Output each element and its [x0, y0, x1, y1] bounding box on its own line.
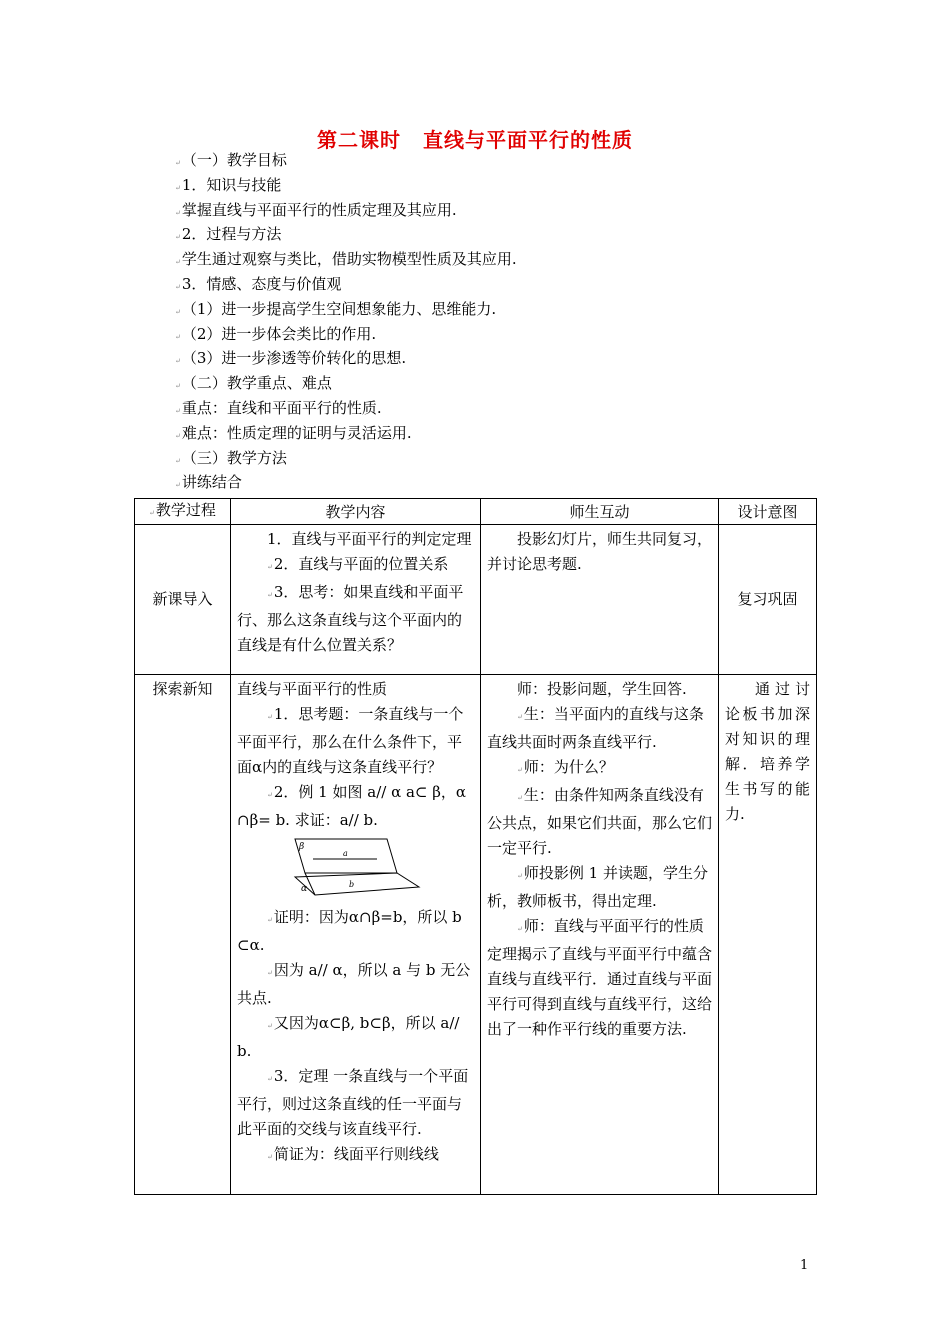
label-a: a — [343, 849, 348, 858]
table-row — [135, 525, 817, 675]
stage-cell: 探索新知 — [135, 675, 231, 1195]
process-methods-heading: ↵2．过程与方法 — [175, 225, 282, 244]
stage-cell: 新课导入 — [135, 525, 231, 675]
table-row — [135, 675, 817, 1195]
interaction-line: ↵师：直线与平面平行的性质定理揭示了直线与平面平行中蕴含直线与直线平行．通过直线与平面平行可得到直线与直线平行，这给出了一种作平行线的重要方法. — [487, 917, 713, 1038]
key-point: ↵重点：直线和平面平行的性质. — [175, 398, 382, 417]
content-example: ↵2．例 1 如图 a// α a⊂ β，α∩β= b. 求证：a// b. — [237, 783, 467, 829]
methods-text: ↵讲练结合 — [175, 473, 242, 492]
header-interaction: 师生互动 — [481, 499, 719, 525]
proof-line: ↵又因为α⊂β, b⊂β，所以 a// b. — [237, 1014, 460, 1060]
lesson-table — [134, 498, 817, 1195]
objectives-heading: ↵（一）教学目标 — [175, 151, 287, 169]
table-header-row — [135, 499, 817, 525]
content-question: ↵1．思考题：一条直线与一个平面平行，那么在什么条件下，平面α内的直线与这条直线平行？ — [237, 705, 464, 776]
intro-section — [175, 148, 815, 495]
key-points-heading: ↵（二）教学重点、难点 — [175, 374, 332, 393]
title-sub: 直线与平面平行的性质 — [423, 128, 633, 152]
label-beta: β — [299, 842, 305, 852]
intent-text: 通过讨论板书加深对知识的理解．培养学生书写的能力. — [725, 680, 810, 823]
methods-heading: ↵（三）教学方法 — [175, 448, 287, 467]
knowledge-skills-heading: ↵1．知识与技能 — [175, 175, 282, 194]
knowledge-skills-text: ↵掌握直线与平面平行的性质定理及其应用. — [175, 200, 457, 219]
content-heading: 直线与平面平行的性质 — [237, 680, 388, 698]
intent-cell — [719, 675, 817, 1195]
interaction-line: ↵师：为什么？ — [517, 758, 614, 776]
difficult-point: ↵难点：性质定理的证明与灵活运用. — [175, 423, 412, 442]
attitude-item-2: ↵（2）进一步体会类比的作用. — [175, 324, 377, 343]
label-b: b — [349, 880, 355, 889]
content-item: ↵3．思考：如果直线和平面平行、那么这条直线与这个平面内的直线是有什么位置关系？ — [237, 583, 464, 654]
intent-cell: 复习巩固 — [719, 525, 817, 675]
proof-line: ↵证明：因为α∩β=b，所以 b⊂α. — [237, 908, 462, 954]
interaction-line: ↵生：当平面内的直线与这条直线共面时两条直线平行. — [487, 705, 704, 751]
interaction-line: ↵师投影例 1 并读题，学生分析，教师板书，得出定理. — [487, 864, 708, 910]
attitude-heading: ↵3．情感、态度与价值观 — [175, 274, 342, 293]
label-alpha: α — [301, 884, 308, 894]
header-process: ↵教学过程 — [135, 499, 231, 525]
page-number: 1 — [800, 1258, 809, 1273]
planes-figure — [291, 837, 421, 901]
header-content: 教学内容 — [231, 499, 481, 525]
interaction-cell — [481, 525, 719, 675]
process-methods-text: ↵学生通过观察与类比，借助实物模型性质及其应用. — [175, 250, 517, 269]
content-cell — [231, 675, 481, 1195]
brief-proof: ↵简证为：线面平行则线线 — [267, 1145, 439, 1163]
interaction-line: 师：投影问题，学生回答. — [517, 680, 687, 698]
title-main: 第二课时 — [317, 128, 401, 152]
theorem-text: ↵3．定理 一条直线与一个平面平行，则过这条直线的任一平面与此平面的交线与该直线平行. — [237, 1067, 469, 1138]
interaction-text: 投影幻灯片，师生共同复习，并讨论思考题. — [487, 530, 713, 573]
header-intent: 设计意图 — [719, 499, 817, 525]
interaction-line: ↵生：由条件知两条直线没有公共点，如果它们共面，那么它们一定平行. — [487, 786, 713, 857]
attitude-item-3: ↵（3）进一步渗透等价转化的思想. — [175, 349, 407, 368]
content-cell — [231, 525, 481, 675]
interaction-cell — [481, 675, 719, 1195]
attitude-item-1: ↵（1）进一步提高学生空间想象能力、思维能力. — [175, 299, 497, 318]
proof-line: ↵因为 a// α，所以 a 与 b 无公共点. — [237, 961, 471, 1007]
content-item: ↵2．直线与平面的位置关系 — [267, 555, 449, 573]
content-item: 1．直线与平面平行的判定定理 — [267, 530, 472, 548]
